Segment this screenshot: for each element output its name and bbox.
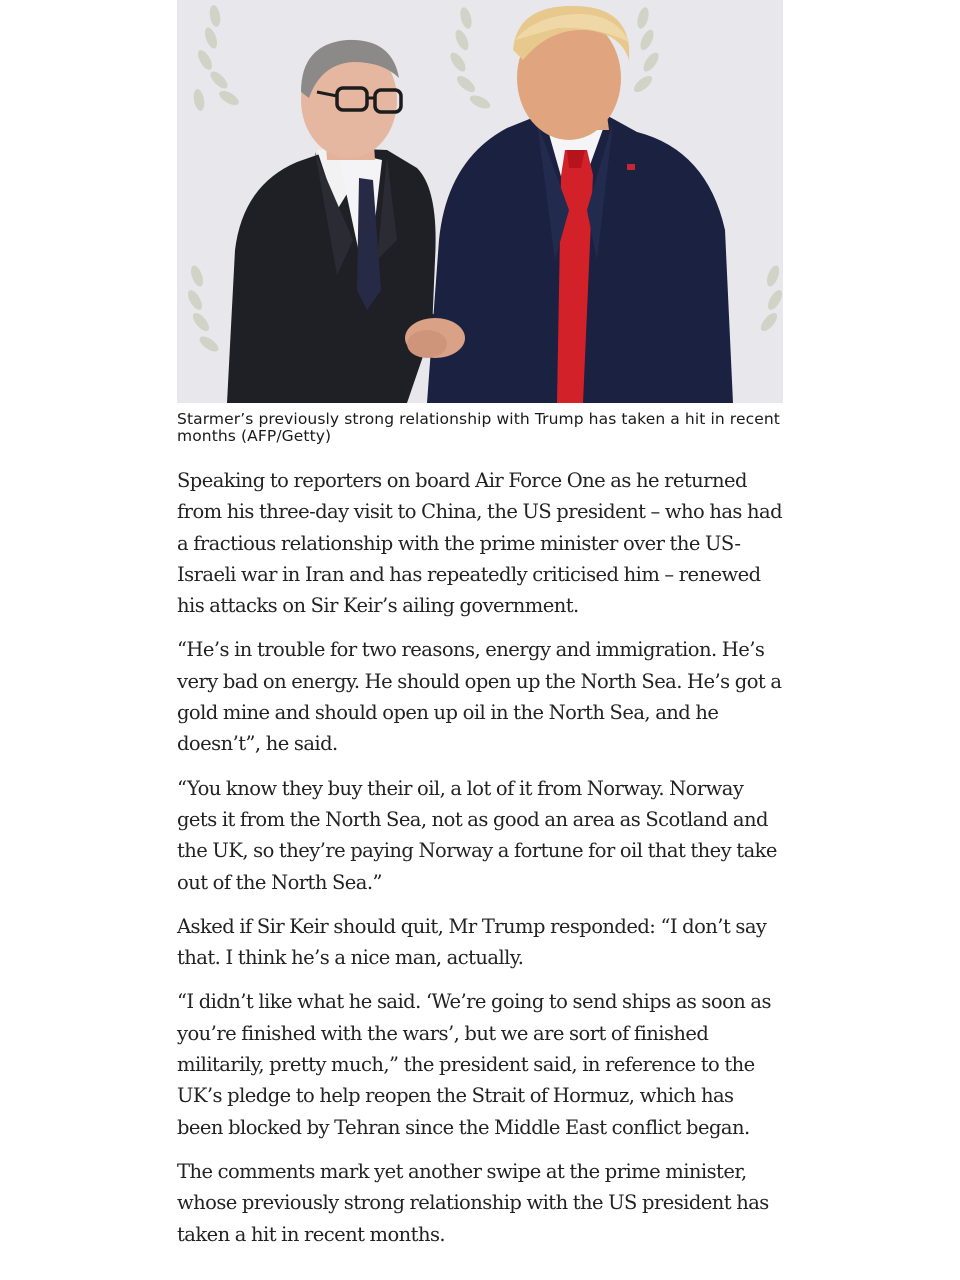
paragraph: “You know they buy their oil, a lot of it from Norway. Norway gets it from the North Sea, not as good an area as Scotland and the UK, so they’re paying Norway a fortune for oil that they take out of the North Sea.”	[177, 776, 777, 894]
article-photo	[177, 0, 783, 403]
paragraph: “I didn’t like what he said. ‘We’re going to send ships as soon as you’re finished with the wars’, but we are sort of finished militarily, pretty much,” the president said, in reference to the UK’s pledge to help reopen the Strait of Hormuz, which has been blocked by Tehran since the Middle East conflict began.	[177, 990, 771, 1139]
article	[177, 0, 783, 1263]
paragraph: Asked if Sir Keir should quit, Mr Trump responded: “I don’t say that. I think he’s a nice man, actually.	[177, 914, 767, 970]
paragraph: The comments mark yet another swipe at the prime minister, whose previously strong relationship with the US president has taken a hit in recent months.	[177, 1159, 769, 1246]
article-body	[177, 465, 783, 1250]
photo-caption: Starmer’s previously strong relationship with Trump has taken a hit in recent months (AFP/Getty)	[177, 410, 780, 445]
paragraph: “He’s in trouble for two reasons, energy and immigration. He’s very bad on energy. He should open up the North Sea. He’s got a gold mine and should open up oil in the North Sea, and he doesn’t”, he said.	[177, 638, 782, 756]
paragraph: Speaking to reporters on board Air Force One as he returned from his three-day visit to China, the US president – who has had a fractious relationship with the prime minister over the US-Israeli war in Iran and has repeatedly criticised him – renewed his attacks on Sir Keir’s ailing government.	[177, 469, 783, 618]
